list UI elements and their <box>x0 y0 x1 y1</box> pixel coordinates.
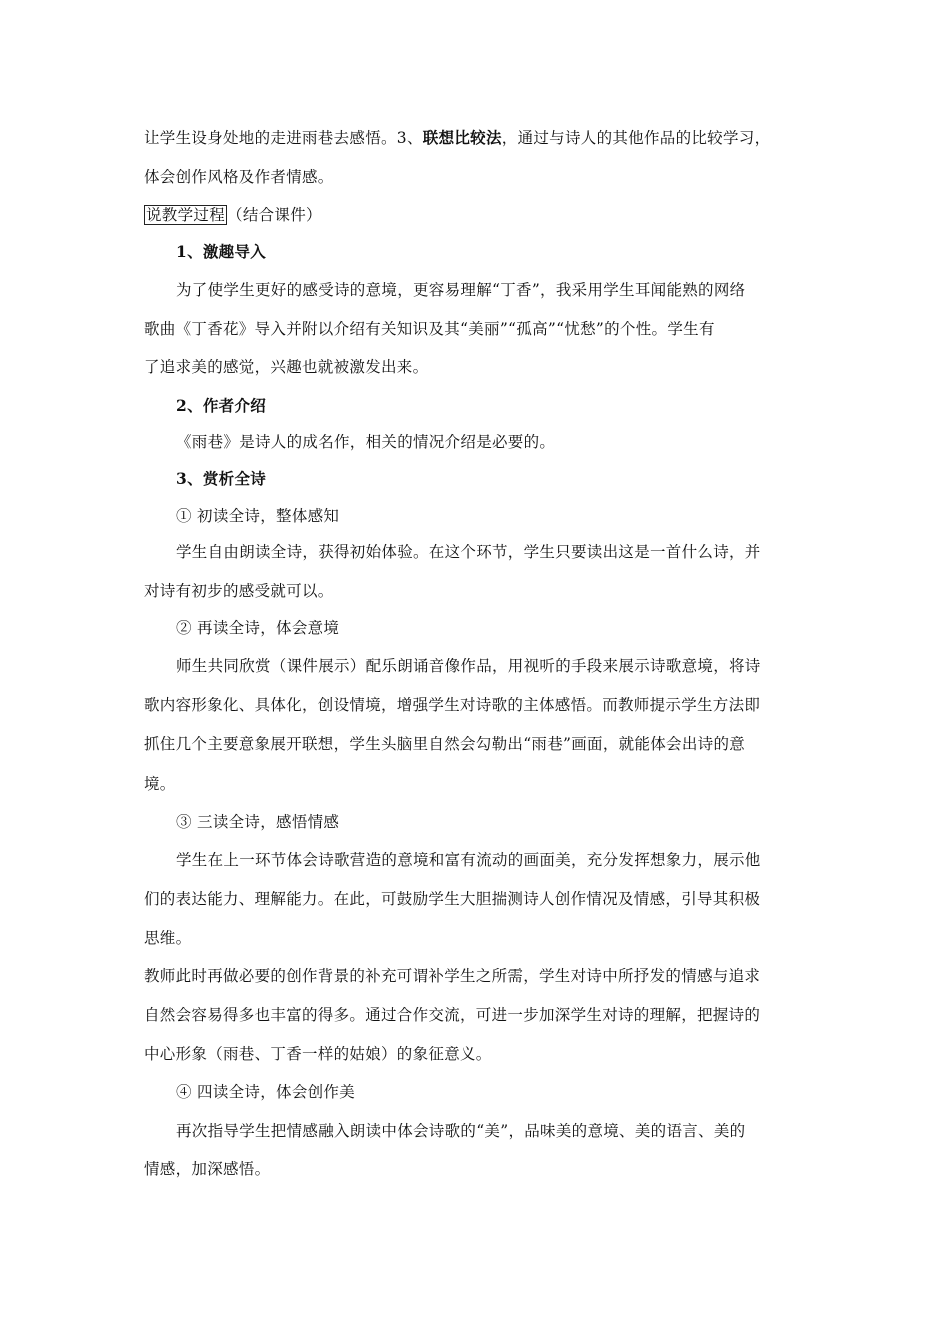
paragraph-line: 学生在上一环节体会诗歌营造的意境和富有流动的画面美，充分发挥想象力，展示他 <box>176 851 761 869</box>
section-heading <box>144 204 814 226</box>
paragraph-line: 学生自由朗读全诗，获得初始体验。在这个环节，学生只要读出这是一首什么诗，并 <box>176 543 761 561</box>
paragraph-line: 歌曲《丁香花》导入并附以介绍有关知识及其“美丽”“孤高”“忧愁”的个性。学生有 <box>144 320 715 338</box>
paragraph-line: 中心形象（雨巷、丁香一样的姑娘）的象征意义。 <box>144 1045 492 1063</box>
paragraph-line: 们的表达能力、理解能力。在此，可鼓励学生大胆揣测诗人创作情况及情感，引导其积极 <box>144 890 761 908</box>
text-run: ，通过与诗人的其他作品的比较学习， <box>501 129 771 147</box>
paragraph-line: 体会创作风格及作者情感。 <box>144 168 334 186</box>
paragraph-line: 抓住几个主要意象展开联想，学生头脑里自然会勾勒出“雨巷”画面，就能体会出诗的意 <box>144 735 746 753</box>
paragraph-line: 境。 <box>144 775 176 793</box>
step-heading: ① 初读全诗，整体感知 <box>176 507 340 525</box>
paragraph-line: 自然会容易得多也丰富的得多。通过合作交流，可进一步加深学生对诗的理解，把握诗的 <box>144 1006 761 1024</box>
step-heading: ④ 四读全诗，体会创作美 <box>176 1083 356 1101</box>
paragraph-line: 为了使学生更好的感受诗的意境，更容易理解“丁香”，我采用学生耳闻能熟的网络 <box>176 281 746 299</box>
paragraph-line: 了追求美的感觉，兴趣也就被激发出来。 <box>144 358 429 376</box>
paragraph-line: 思维。 <box>144 929 192 947</box>
boxed-heading: 说教学过程 <box>146 206 226 224</box>
paragraph-line: 师生共同欣赏（课件展示）配乐朗诵音像作品，用视听的手段来展示诗歌意境，将诗 <box>176 657 761 675</box>
subheading: 1、激趣导入 <box>176 242 267 261</box>
paragraph-line: 再次指导学生把情感融入朗读中体会诗歌的“美”，品味美的意境、美的语言、美的 <box>176 1122 746 1140</box>
subheading: 2、作者介绍 <box>176 396 267 415</box>
paragraph-line: 对诗有初步的感受就可以。 <box>144 582 334 600</box>
paragraph-line: 情感，加深感悟。 <box>144 1160 271 1178</box>
bold-term: 联想比较法 <box>422 128 502 147</box>
text-run: （结合课件） <box>227 206 322 224</box>
subheading: 3、赏析全诗 <box>176 469 267 488</box>
text-run: 让学生设身处地的走进雨巷去感悟。3、 <box>144 129 423 147</box>
paragraph-line <box>144 127 814 149</box>
paragraph-line: 《雨巷》是诗人的成名作，相关的情况介绍是必要的。 <box>176 433 556 451</box>
step-heading: ② 再读全诗，体会意境 <box>176 619 340 637</box>
step-heading: ③ 三读全诗，感悟情感 <box>176 813 340 831</box>
paragraph-line: 教师此时再做必要的创作背景的补充可谓补学生之所需，学生对诗中所抒发的情感与追求 <box>144 967 761 985</box>
paragraph-line: 歌内容形象化、具体化，创设情境，增强学生对诗歌的主体感悟。而教师提示学生方法即 <box>144 696 761 714</box>
